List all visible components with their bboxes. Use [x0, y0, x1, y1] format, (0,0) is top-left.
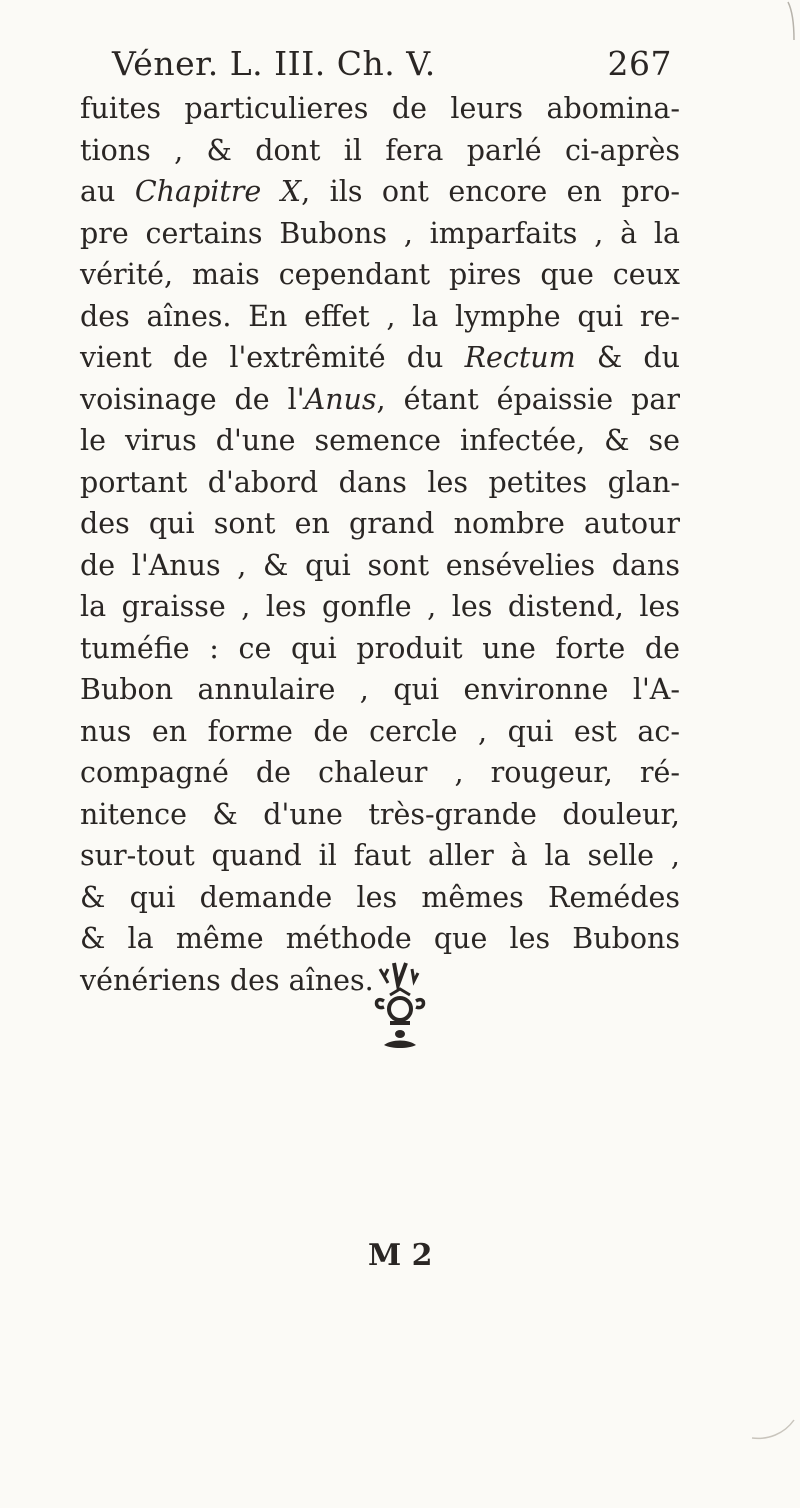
- text-line: [80, 171, 680, 213]
- rectum-term: Rectum: [464, 341, 576, 374]
- text-line: [80, 337, 680, 379]
- text-line: & la même méthode que les Bubons: [80, 922, 680, 955]
- running-header: [112, 44, 672, 88]
- text-fragment: au: [80, 175, 116, 208]
- text-line: fuites particulieres de leurs abomina-: [80, 92, 680, 125]
- text-line: le virus d'une semence infectée, & se: [80, 424, 680, 457]
- text-fragment: , ils ont encore en pro-: [301, 175, 681, 208]
- text-line: nitence & d'une très-grande douleur,: [80, 797, 680, 831]
- text-fragment: voisinage de l': [80, 382, 305, 416]
- anus-term: Anus: [304, 382, 377, 416]
- fleuron-ornament-icon: [364, 955, 436, 1055]
- page-edge-mark: [750, 1410, 798, 1450]
- text-line: Bubon annulaire , qui environne l'A-: [80, 673, 680, 706]
- chapter-reference: Chapitre X: [134, 175, 302, 208]
- text-line: vénériens des aînes.: [80, 963, 374, 997]
- page-edge-mark: [736, 0, 796, 60]
- text-line: & qui demande les mêmes Remédes: [80, 880, 680, 914]
- text-line: nus en forme de cercle , qui est ac-: [80, 714, 680, 748]
- text-line: des qui sont en grand nombre autour: [80, 507, 680, 540]
- text-line: de l'Anus , & qui sont ensévelies dans: [80, 548, 680, 582]
- text-line: [80, 379, 680, 421]
- page-number: 267: [607, 44, 672, 83]
- text-line: des aînes. En effet , la lymphe qui re-: [80, 299, 680, 333]
- text-line: tuméfie : ce qui produit une forte de: [80, 631, 680, 665]
- text-line: pre certains Bubons , imparfaits , à la: [80, 216, 680, 250]
- text-line: sur-tout quand il faut aller à la selle ,: [80, 839, 680, 872]
- text-line: la graisse , les gonfle , les distend, les: [80, 590, 680, 623]
- text-line: tions , & dont il fera parlé ci-après: [80, 133, 680, 167]
- text-fragment: , étant épaissie par: [376, 382, 680, 416]
- running-head: Véner. L. III. Ch. V.: [112, 44, 436, 83]
- text-line: portant d'abord dans les petites glan-: [80, 465, 680, 499]
- text-fragment: vient de l'extrêmité du: [80, 341, 444, 374]
- text-fragment: & du: [575, 341, 680, 374]
- signature-mark: M 2: [368, 1238, 433, 1273]
- text-line: compagné de chaleur , rougeur, ré-: [80, 756, 680, 789]
- text-line: vérité, mais cependant pires que ceux: [80, 258, 680, 291]
- body-text: [80, 88, 680, 1001]
